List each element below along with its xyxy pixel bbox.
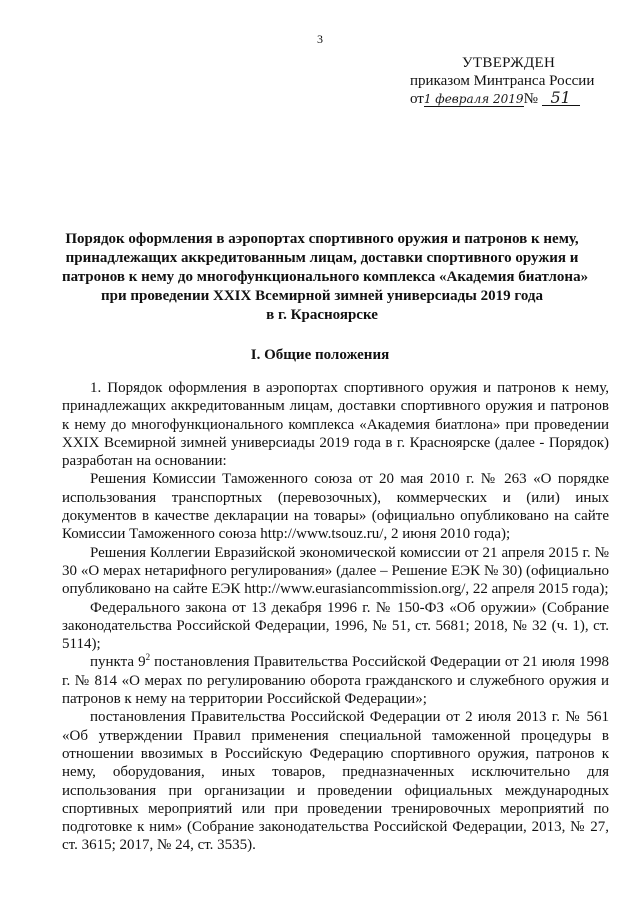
approval-block: [410, 54, 610, 108]
handwritten-date: 1 февраля 2019: [423, 92, 524, 106]
paragraph-government-resolution-814: [62, 653, 609, 708]
handwritten-number: 51: [542, 91, 580, 106]
paragraph-intro: 1. Порядок оформления в аэропортах спортивного оружия и патронов к нему, принадлежащих аккредитованным лицам, доставки спортивного оружия и патронов к нему до многофункционального комплекса «Академия биатлона» при проведении XXIX Всемирной зимней универсиады 2019 года в г. Красноярске (далее - Порядок) разработан на основании:: [62, 380, 609, 470]
page-number: 3: [317, 32, 323, 46]
clause-superscript: 2: [145, 652, 151, 663]
clause-ref: пункта 9: [90, 654, 146, 671]
order-date-number-line: [410, 90, 610, 108]
title-line: в г. Красноярске: [266, 307, 378, 323]
number-label: №: [523, 91, 538, 107]
order-reference: приказом Минтранса России: [410, 73, 595, 89]
title-line: принадлежащих аккредитованным лицам, доставки спортивного оружия и: [65, 250, 579, 266]
title-line: Порядок оформления в аэропортах спортивного оружия и патронов к нему,: [65, 231, 579, 247]
title-line: патронов к нему до многофункционального комплекса «Академия биатлона»: [62, 269, 589, 285]
paragraph-eec-decision: Решения Коллегии Евразийской экономической комиссии от 21 апреля 2015 г. № 30 «О мерах нетарифного регулирования» (далее – Решение ЕЭК № 30) (официально опубликовано на сайте ЕЭК http://www.eurasiancommission.org/, 22 апреля 2015 года);: [62, 544, 609, 598]
document-title: [62, 230, 589, 325]
clause-text: постановления Правительства Российской Федерации от 21 июля 1998 г. № 814 «О мерах по регулированию оборота гражданского и служебного оружия и патронов к нему на территории Российской Федерации»;: [62, 654, 609, 708]
paragraph-government-resolution-561: постановления Правительства Российской Федерации от 2 июля 2013 г. № 561 «Об утверждении Правил применения специальной таможенной процедуры в отношении ввозимых в Российскую Федерацию спортивного оружия, патронов к нему, оборудования, иных товаров, предназначенных исключительно для использования при организации и проведении официальных международных спортивных мероприятий или при проведении тренировочных мероприятий по подготовке к ним» (Собрание законодательства Российской Федерации, 2013, № 27, ст. 3615; 2017, № 24, ст. 3535).: [62, 709, 609, 854]
approved-label: УТВЕРЖДЕН: [462, 55, 556, 71]
section-heading: I. Общие положения: [250, 347, 390, 363]
body-text: [62, 379, 609, 855]
from-label: от: [410, 91, 424, 107]
title-line: при проведении XXIX Всемирной зимней универсиады 2019 года: [101, 288, 543, 304]
paragraph-federal-law: Федерального закона от 13 декабря 1996 г. № 150-ФЗ «Об оружии» (Собрание законодательства Российской Федерации, 1996, № 51, ст. 5681; 2018, № 32 (ч. 1), ст. 5114);: [62, 599, 609, 653]
paragraph-customs-union-decision: Решения Комиссии Таможенного союза от 20 мая 2010 г. № 263 «О порядке использования транспортных (перевозочных), коммерческих и (или) иных документов в качестве декларации на товары» (официально опубликовано на сайте Комиссии Таможенного союза http://www.tsouz.ru/, 2 июня 2010 года);: [62, 471, 609, 543]
